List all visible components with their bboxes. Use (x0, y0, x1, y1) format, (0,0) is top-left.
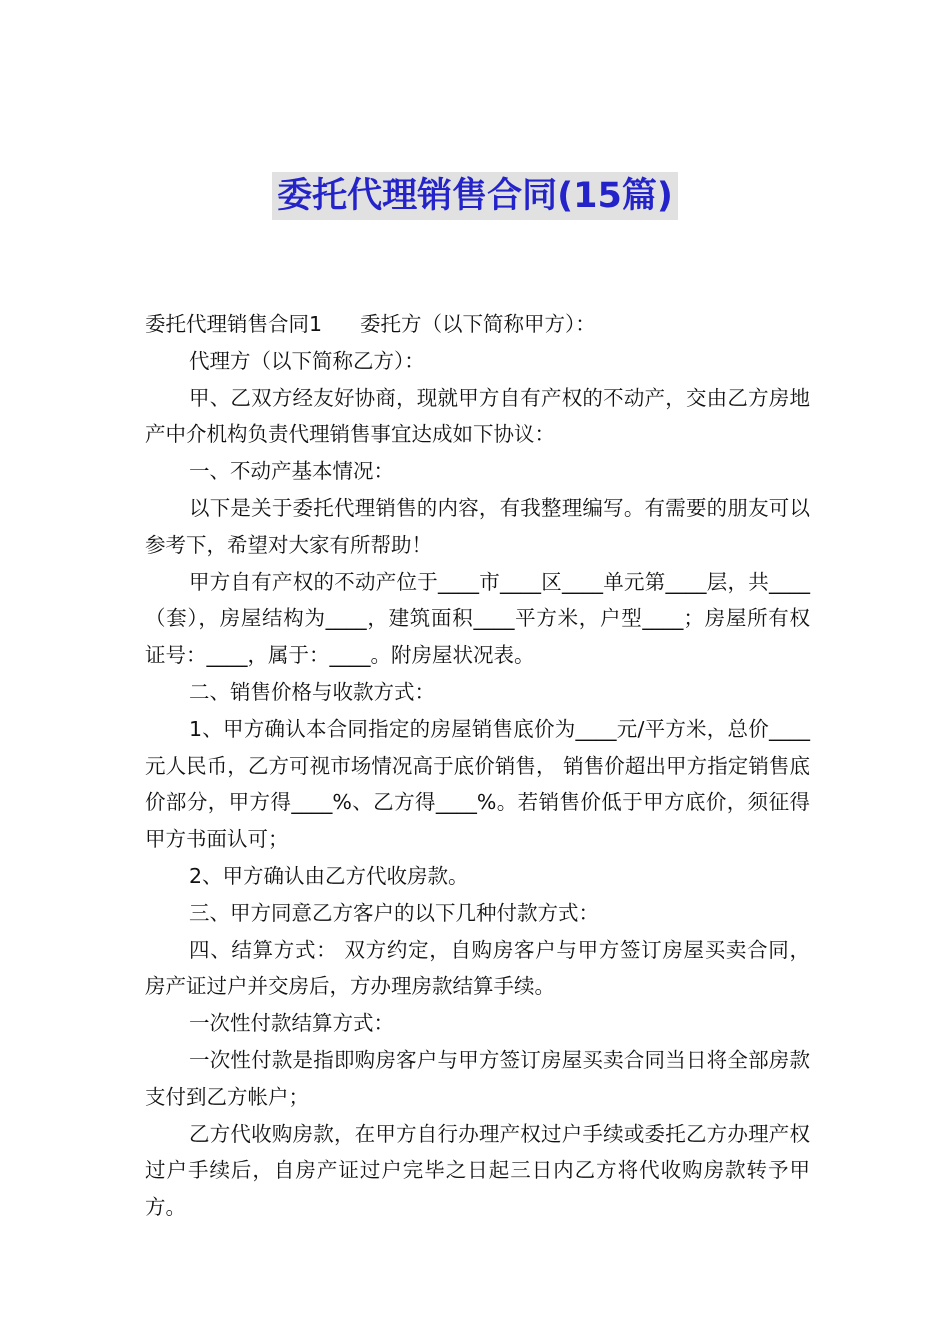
section-heading-property: 一、不动产基本情况： (189, 459, 394, 484)
paragraph-party-b: 代理方（以下简称乙方）： (189, 348, 425, 373)
section-heading-price: 二、销售价格与收款方式： (189, 679, 435, 704)
paragraph-lump-sum: 一次性付款是指即购房客户与甲方签订房屋买卖合同当日将全部房款支付到乙方帐户； (145, 1047, 810, 1109)
document-title: 委托代理销售合同(15篇) (272, 172, 678, 220)
paragraph-collection: 2、甲方确认由乙方代收房款。 (189, 863, 469, 888)
paragraph-heading (145, 306, 810, 343)
title-container (0, 172, 950, 220)
document-body (145, 306, 810, 1226)
contract-number-label: 委托代理销售合同1 (145, 312, 323, 336)
paragraph-property-details: 甲方自有产权的不动产位于____市____区____单元第____层，共____（套），房屋结构为____，建筑面积____平方米，户型____；房屋所有权证号：____，属于：____。附房屋状况表。 (145, 569, 810, 668)
section-settlement: 四、结算方式： 双方约定，自购房客户与甲方签订房屋买卖合同，房产证过户并交房后，方办理房款结算手续。 (145, 937, 810, 999)
paragraph-intro-note: 以下是关于委托代理销售的内容，有我整理编写。有需要的朋友可以参考下，希望对大家有所帮助！ (145, 495, 810, 557)
section-heading-payment-methods: 三、甲方同意乙方客户的以下几种付款方式： (189, 900, 599, 925)
paragraph-price-terms: 1、甲方确认本合同指定的房屋销售底价为____元/平方米，总价____元人民币，乙方可视市场情况高于底价销售， 销售价超出甲方指定销售底价部分，甲方得____%、乙方得____%。若销售价低于甲方底价，须征得甲方书面认可； (145, 716, 810, 852)
subheading-lump-sum: 一次性付款结算方式： (189, 1011, 394, 1036)
paragraph-transfer: 乙方代收购房款，在甲方自行办理产权过户手续或委托乙方办理产权过户手续后，自房产证过户完毕之日起三日内乙方将代收购房款转予甲方。 (145, 1121, 810, 1220)
paragraph-agreement: 甲、乙双方经友好协商，现就甲方自有产权的不动产，交由乙方房地产中介机构负责代理销售事宜达成如下协议： (145, 385, 810, 447)
party-a-label: 委托方（以下简称甲方）： (360, 312, 596, 336)
